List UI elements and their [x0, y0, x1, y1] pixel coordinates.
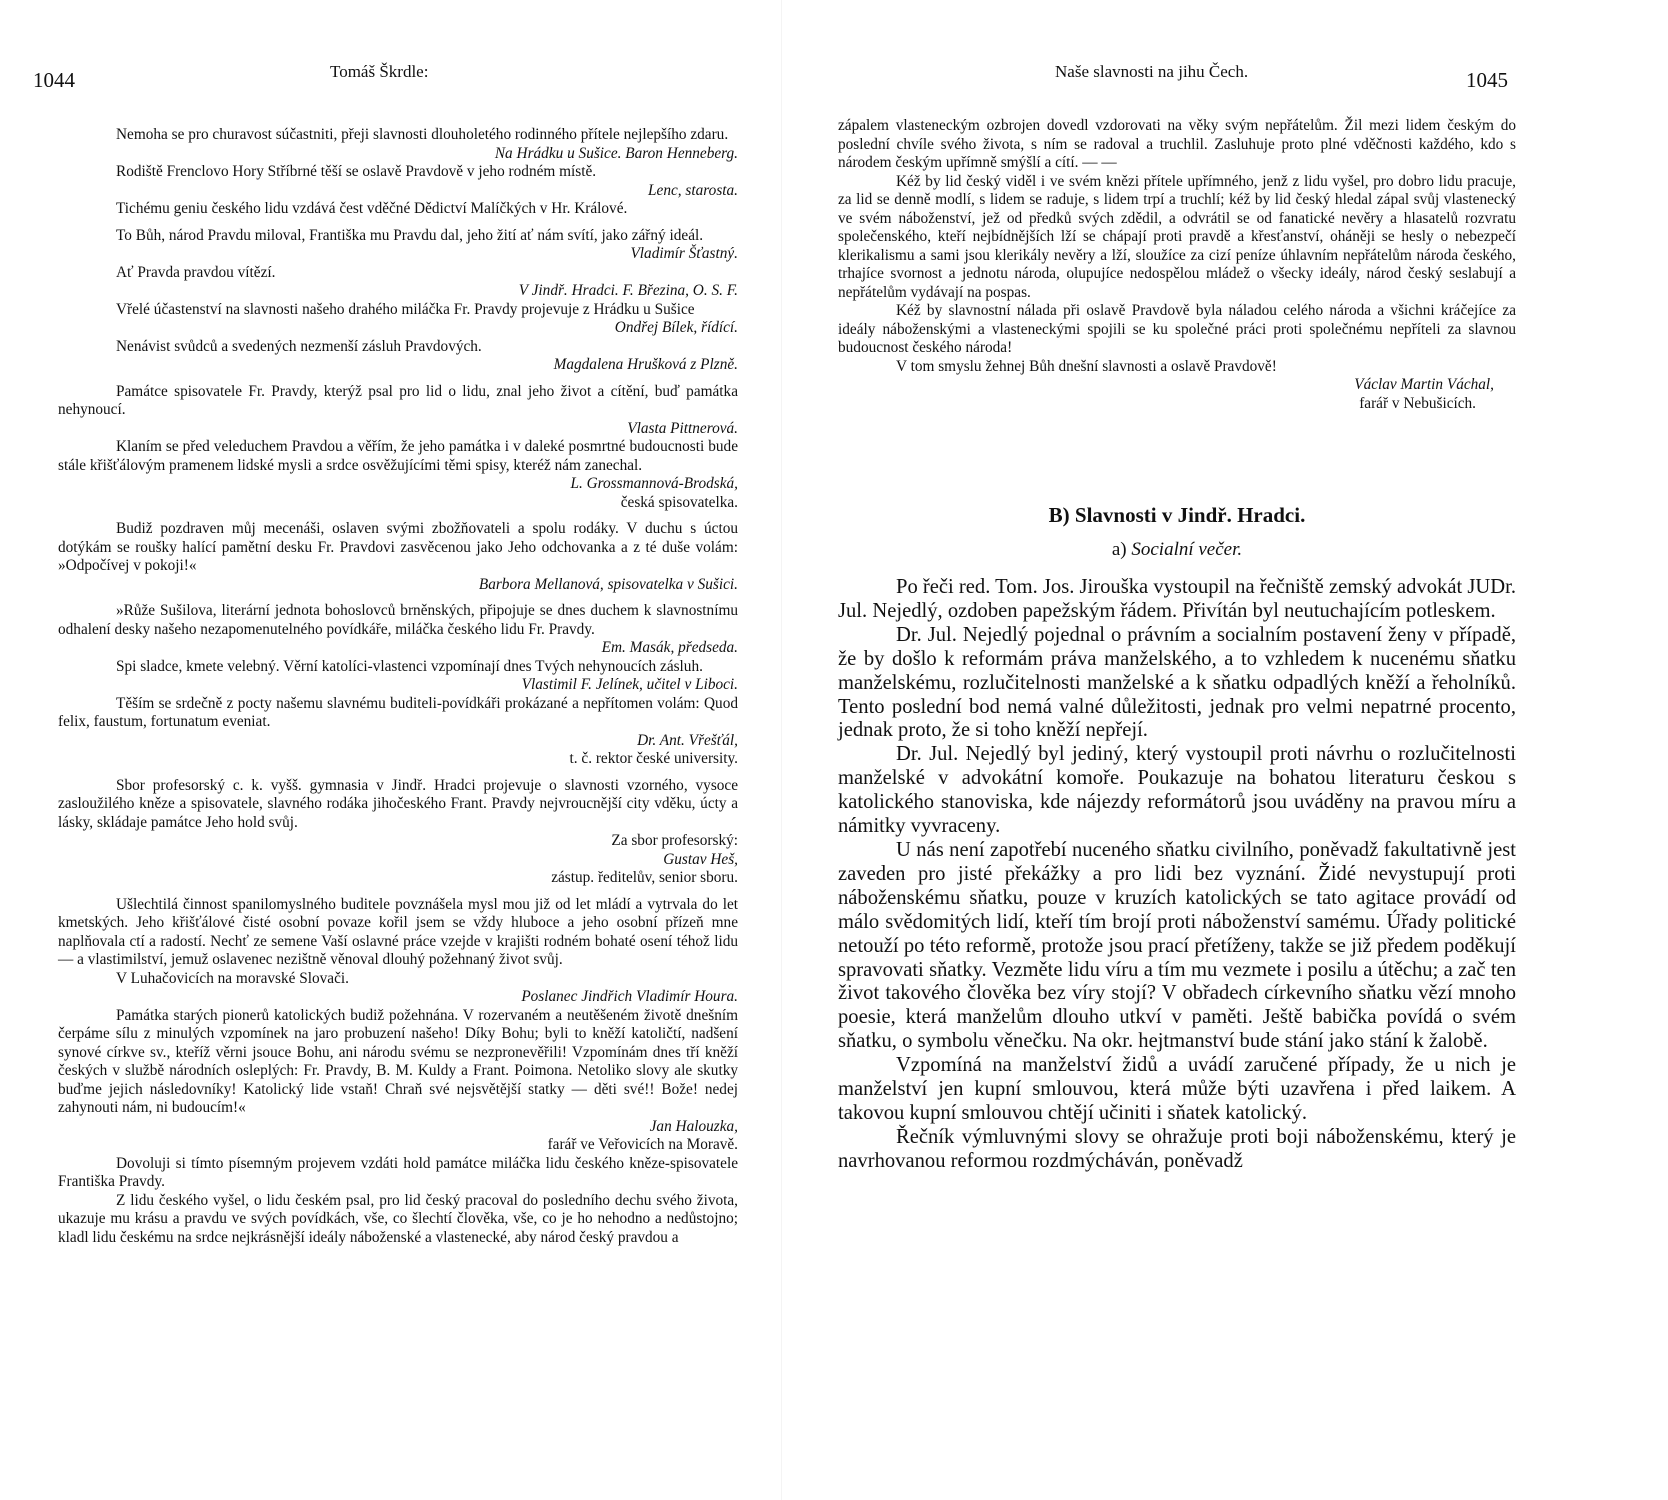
- message-signature-intro: Za sbor profesorský:: [611, 832, 738, 849]
- paragraph: Dr. Jul. Nejedlý pojednal o právním a socialním postavení ženy v případě, že by došlo k reformám práva manželského, a to vzhledem k nucenému sňatku manželskému, rozlučitelnosti manželské a k sňatku odpadlých kněží a řeholníků. Tento poslední bod nemá valné důležitosti, jednak pro velmi nepatrné procento, jednak proto, že si toho kněží nepřejí.: [838, 623, 1516, 742]
- message-8: [58, 383, 738, 439]
- message-signature: V Jindř. Hradci. F. Březina, O. S. F.: [518, 282, 738, 299]
- message-text: To Bůh, národ Pravdu miloval, Františka mu Pravdu dal, jeho žití ať nám svítí, jako zářný ideál.: [116, 226, 704, 244]
- message-text: »Růže Sušilova, literární jednota bohoslovců brněnských, připojuje se dnes duchem k slavnostnímu odhalení desky našeho nezapomenutelného povídkáře, miláčka českého lidu Fr. Pravdy.: [58, 602, 738, 638]
- message-signature: L. Grossmannová-Brodská,: [570, 475, 738, 492]
- message-11: [58, 602, 738, 658]
- message-9: [58, 438, 738, 512]
- message-signature-role: česká spisovatelka.: [620, 493, 738, 511]
- paragraph: V tom smyslu žehnej Bůh dnešní slavnosti a oslavě Pravdově!: [896, 357, 1277, 375]
- paragraph: Vzpomíná na manželství židů a uvádí zaručené případy, že u nich je manželství jen kupní smlouvou, která může býti uzavřena i před laikem. A takovou kupní smlouvou chtějí učiniti i sňatek katolický.: [838, 1054, 1516, 1124]
- paragraph: Dr. Jul. Nejedlý byl jediný, který vystoupil proti návrhu o rozlučitelnosti manželské v advokátní komoře. Poukazuje na bohatou literaturu českou s katolického stanoviska, kde nájezdy reformátorů jsou uváděny na pravou míru a námitky vyvraceny.: [838, 743, 1516, 838]
- message-signature: Jan Halouzka,: [649, 1117, 738, 1135]
- message-text: V Luhačovicích na moravské Slovači.: [116, 969, 349, 987]
- message-10: [58, 520, 738, 594]
- message-signature-role: zástup. ředitelův, senior sboru.: [551, 869, 738, 886]
- message-5: [58, 264, 738, 301]
- right-top-column: [838, 117, 1516, 413]
- message-6: [58, 301, 738, 338]
- section-title: B) Slavnosti v Jindř. Hradci.: [1048, 503, 1306, 527]
- message-signature: Poslanec Jindřich Vladimír Houra.: [521, 988, 738, 1005]
- message-text: Vřelé účastenství na slavnosti našeho drahého miláčka Fr. Pravdy projevuje z Hrádku u Sušice: [116, 300, 695, 318]
- message-signature-role: t. č. rektor české university.: [569, 750, 738, 767]
- message-text: Rodiště Frenclovo Hory Stříbrné těší se oslavě Pravdově v jeho rodném místě.: [116, 163, 597, 180]
- continued-paragraph: zápalem vlasteneckým ozbrojen dovedl vzdorovati na věky svým nepřátelům. Žil mezi lidem českým do poslední chvíle svého života, s ním se radoval a truchlil. Zasluhuje proto plné vděčnosti každého, kdo s národem českým upřímně smýšlí a cítí. — —: [838, 117, 1516, 171]
- subsection-name: Socialní večer.: [1131, 539, 1243, 560]
- message-signature: Lenc, starosta.: [648, 181, 738, 199]
- message-text: Budiž pozdraven můj mecenáši, oslaven svými zbožňovateli a spolu rodáky. V duchu s úctou dotýkám se roušky halící pamětní desku Fr. Pravdovi zasvěcenou jako Jeho odchovanka a z té duše volám: »Odpočívej v pokoji!«: [58, 520, 738, 574]
- message-1: [58, 126, 738, 163]
- message-17: [58, 1007, 738, 1155]
- message-12: [58, 658, 738, 695]
- message-text: Z lidu českého vyšel, o lidu českém psal, pro lid český pracoval do posledního dechu svého života, ukazuje mu krásu a pravdu ve svých povídkách, vše, co šlechtí člověka, vše, co je ho nehodno a nedůstojno; kladl lidu českému na srdce nejkrásnější ideály náboženské a vlastenecké, aby národ český pravdou a: [58, 1191, 738, 1246]
- right-body-column: [838, 576, 1516, 1174]
- message-text: Ušlechtilá činnost spanilomyslného buditele povznášela mysl mou již od let mládí a vytrvala do let kmetských. Jeho křišťálové čisté osobní povaze kořil jsem se vždy hluboce a jeho osobní přízeň mne naplňovala ctí a radostí. Nechť ze semene Vaší oslavné práce vzejde v krajišti rodném bohaté osení téhož lidu — a vlastimilství, jemuž oslavenec nezištně věnoval dlouhý požehnaný život svůj.: [58, 895, 738, 968]
- left-column: [58, 126, 738, 1247]
- message-signature-role: farář ve Veřovicích na Moravě.: [547, 1136, 738, 1153]
- message-signature: Ondřej Bílek, řídící.: [614, 319, 738, 336]
- message-2: [58, 163, 738, 200]
- left-page-number: 1044: [33, 68, 75, 92]
- message-signature: Magdalena Hrušková z Plzně.: [553, 356, 738, 373]
- message-text: Spi sladce, kmete velebný. Věrní katolíci-vlastenci vzpomínají dnes Tvých nehynoucích zásluh.: [116, 657, 703, 675]
- message-signature: Dr. Ant. Vřešťál,: [637, 731, 738, 749]
- paragraph: Po řeči red. Tom. Jos. Jirouška vystoupil na řečniště zemský advokát JUDr. Jul. Nejedlý, ozdoben papežským řádem. Přivítán byl neutuchajícím potleskem.: [838, 576, 1516, 622]
- right-running-head: Naše slavnosti na jihu Čech.: [1055, 62, 1249, 81]
- paragraph: Kéž by slavnostní nálada při oslavě Pravdově byla náladou celého národa a všichni kráčejíce za ideály náboženskými a vlasteneckými spojili se ku společné práci proti společnému nepříteli za slavnou budoucnost českého národa!: [838, 302, 1516, 356]
- paragraph: Kéž by lid český viděl i ve svém knězi přítele upřímného, jenž z lidu vyšel, pro dobro lidu pracuje, za lid se denně modlí, s lidem se raduje, s lidem trpí a truchlí; kéž by lid český hledal zápal svůj vlastenecký ve svém náboženství, jež od předků svých zdědil, a odvrátil se od fanatické nevěry a hlasatelů rozvratu společenského, kteří nejbídnějších lží se chápají proti pravdě a křesťanství, oháněji se hesly o nebezpečí klerikalismu a sami jsou klerikály nevěry a lží, sloužíce za cizí peníze úhlavním nepřátelům národa českého, trhajíce svornost a jednotu národa, olupujíce nedospělou mládež o všecky ideály, národ český seslabují a nepřátelům vydávají na pospas.: [838, 172, 1516, 301]
- message-16: [58, 970, 738, 1007]
- message-text: Nenávist svůdců a svedených nezmenší zásluh Pravdových.: [116, 337, 482, 355]
- message-text: Dovoluji si tímto písemným projevem vzdáti hold památce miláčka lidu českého kněze-spisovatele Františka Pravdy.: [58, 1154, 738, 1190]
- message-text: Nemoha se pro churavost súčastniti, přeji slavnosti dlouholetého rodinného přítele nejlepšího zdaru.: [116, 126, 729, 143]
- subsection-title: [838, 539, 1516, 561]
- message-signature: Na Hrádku u Sušice. Baron Henneberg.: [494, 144, 738, 162]
- message-signature: Gustav Heš,: [663, 850, 738, 868]
- signature-role: farář v Nebušicích.: [1359, 394, 1476, 412]
- message-text: Klaním se před veleduchem Pravdou a věřím, že jeho památka i v daleké posmrtné budoucnosti bude stále křišťálovým pramenem lidské mysli a srdce osvěžujícími těmi spisy, kteréž nám zanechal.: [58, 438, 738, 474]
- message-14: [58, 777, 738, 888]
- message-text: Památka starých pionerů katolických budiž požehnána. V rozervaném a neutěšeném životě dnešním čerpáme sílu z minulých vzpomínek na jaro probuzení našeho! Díky Bohu; byli to kněží katoličtí, nadšení synové církve sv., kteříž věrni jsouce Bohu, ani národu svému se nezpronevěřili! Vzpomínám dnes tří kněží českých v službě národních osleplých: Fr. Pravdy, B. M. Kuldy a Frant. Poimona. Netoliko slovy ale skutky buďme jejich následovníky! Katolický lide vstaň! Chraň své nejsvětější statky — děti své!! Bože! nedej zahynouti nám, ni budoucím!«: [58, 1006, 738, 1116]
- message-text: Tichému geniu českého lidu vzdává čest vděčné Dědictví Malíčkých v Hr. Králové.: [116, 200, 628, 217]
- message-text: Sbor profesorský c. k. vyšš. gymnasia v Jindř. Hradci projevuje o slavnosti vzorného, vysoce zasloužilého kněze a spisovatele, slavného rodáka jihočeského Frant. Pravdy nejvroucnější city vděku, úcty a lásky, skládaje památce Jeho hold svůj.: [58, 776, 738, 831]
- signature-name: Václav Martin Váchal,: [1354, 376, 1494, 393]
- paragraph: Řečník výmluvnými slovy se ohražuje proti boji náboženskému, který je navrhovanou reformou rozdmýcháván, poněvadž: [838, 1125, 1516, 1172]
- message-7: [58, 338, 738, 375]
- message-signature: Vladimír Šťastný.: [630, 245, 738, 262]
- message-15: [58, 896, 738, 970]
- right-page-number: 1045: [1466, 68, 1508, 92]
- paragraph: U nás není zapotřebí nuceného sňatku civilního, poněvadž fakultativně jest zaveden pro jisté překážky a pro lidi bez vyznání. Židé nevystupují proti náboženskému sňatku, pouze v kruzích katolických se tato agitace provádí od málo svědomitých lidí, kteří tím brojí proti náboženství samému. Úřady politické netouží po této reformě, protože jsou prací přetíženy, takže se již předem poděkují spravovati sňatky. Vezměte lidu víru a tím mu vezmete i posilu a útěchu; a zač ten život takového člověka bez víry stojí? V obřadech církevního sňatku vězí mnoho poesie, která manželům dlouho utkví v paměti. Ještě babička povídá o svém sňatku, o symbolu věnečku. Na okr. hejtmanství bude stání jako stání k žalobě.: [838, 838, 1516, 1053]
- message-18: [58, 1155, 738, 1192]
- message-13: [58, 695, 738, 769]
- message-signature: Vlastimil F. Jelínek, učitel v Liboci.: [521, 676, 738, 693]
- message-signature: Barbora Mellanová, spisovatelka v Sušici.: [478, 575, 738, 593]
- message-text: Ať Pravda pravdou vítězí.: [116, 263, 276, 281]
- left-running-head: Tomáš Škrdle:: [330, 62, 429, 81]
- subsection-label: a): [1111, 539, 1127, 560]
- message-signature: Em. Masák, předseda.: [601, 639, 738, 656]
- message-text: Těším se srdečně z pocty našemu slavnému buditeli-povídkáři prokázané a nepřítomen volám: Quod felix, faustum, fortunatum eveniat.: [58, 694, 738, 730]
- message-4: [58, 227, 738, 264]
- message-3: [58, 200, 738, 219]
- message-text: Památce spisovatele Fr. Pravdy, kterýž psal pro lid o lidu, znal jeho život a cítění, buď památka nehynoucí.: [58, 382, 738, 418]
- message-19: [58, 1192, 738, 1248]
- message-signature: Vlasta Pittnerová.: [627, 419, 738, 437]
